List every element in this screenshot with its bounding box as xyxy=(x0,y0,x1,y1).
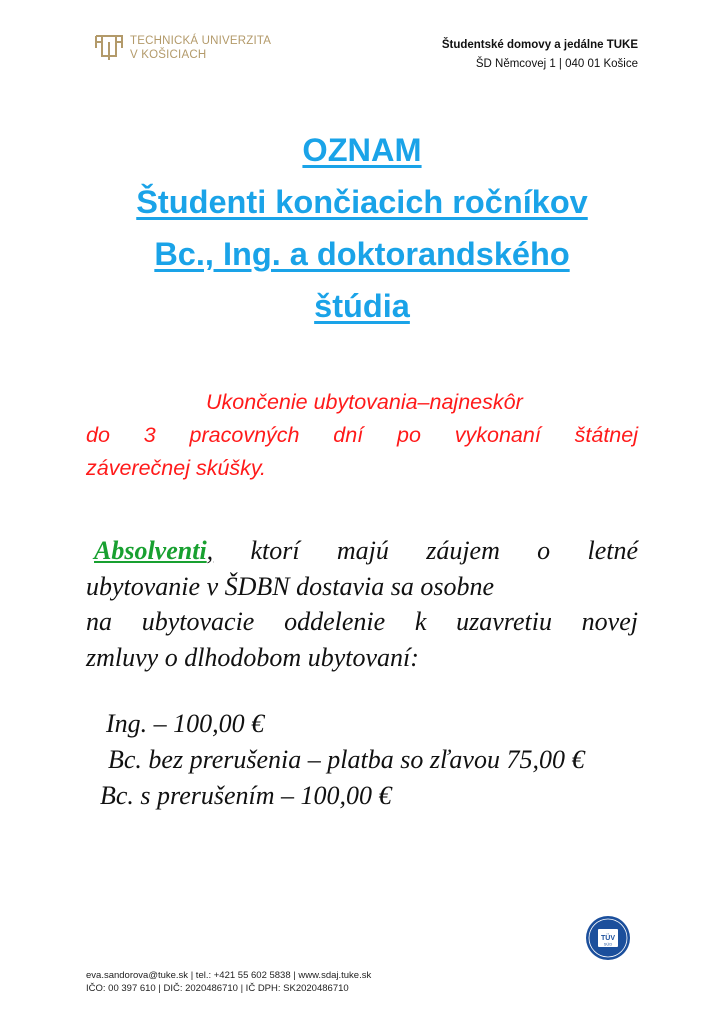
price-ing: Ing. – 100,00 € xyxy=(106,709,265,738)
header-contact xyxy=(442,36,638,74)
header-org: Študentské domovy a jedálne TUKE xyxy=(441,39,638,51)
footer-contact: eva.sandorova@tuke.sk | tel.: +421 55 602 5838 | www.sdaj.tuke.sk xyxy=(86,970,372,981)
paragraph-line2: ubytovanie v ŠDBN dostavia sa osobne xyxy=(86,571,494,601)
page-footer xyxy=(86,969,371,995)
paragraph-line1 xyxy=(86,533,638,569)
seal-subtext: SÜD xyxy=(603,941,613,947)
price-bc-without-break: Bc. bez prerušenia – platba so zľavou 75,00 € xyxy=(108,745,585,774)
graduates-highlight: Absolventi xyxy=(94,536,207,565)
title-line4: štúdia xyxy=(314,288,410,324)
graduates-paragraph xyxy=(86,533,638,675)
seal-text: TÜV xyxy=(601,935,615,942)
header-address: ŠD Němcovej 1 | 040 01 Košice xyxy=(475,58,638,70)
price-bc-with-break: Bc. s prerušením – 100,00 € xyxy=(100,781,392,810)
highlight-comma: , xyxy=(206,536,214,565)
title-line1: OZNAM xyxy=(302,132,422,168)
paragraph-line1-rest: ktorí majú záujem o letné xyxy=(250,536,639,565)
logo-text xyxy=(130,34,271,62)
logo-line1: TECHNICKÁ UNIVERZITA xyxy=(130,35,272,47)
paragraph-line3: na ubytovacie oddelenie k uzavretiu novej xyxy=(86,607,638,636)
logo-line2: V KOŠICIACH xyxy=(130,49,207,61)
tuv-certification-icon xyxy=(585,915,631,961)
tuv-seal xyxy=(585,915,631,966)
notice-line1: Ukončenie ubytovania–najneskôr xyxy=(206,390,523,414)
tuke-emblem-icon xyxy=(94,34,124,62)
university-logo xyxy=(94,34,271,62)
notice-line3: záverečnej skúšky. xyxy=(86,456,267,480)
footer-ids: IČO: 00 397 610 | DIČ: 2020486710 | IČ DPH: SK2020486710 xyxy=(86,983,349,994)
page-title xyxy=(0,124,724,332)
deadline-notice xyxy=(86,386,638,485)
title-line2: Študenti končiacich ročníkov xyxy=(136,184,588,220)
paragraph-line4: zmluvy o dlhodobom ubytovaní: xyxy=(86,642,419,672)
title-line3: Bc., Ing. a doktorandského xyxy=(154,236,570,272)
notice-line2: do 3 pracovných dní po vykonaní štátnej xyxy=(86,423,638,447)
